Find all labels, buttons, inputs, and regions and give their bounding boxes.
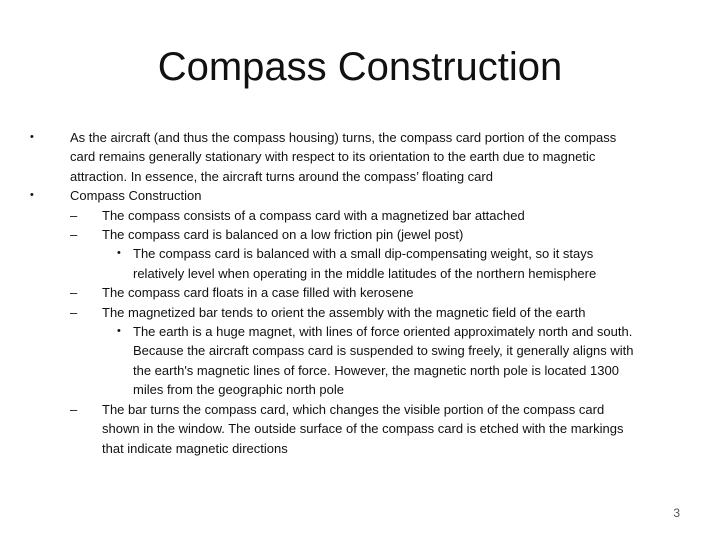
sub-bullet-text: The compass consists of a compass card with a magnetized bar attached — [102, 207, 525, 223]
dash-marker: – — [70, 227, 78, 243]
sub-bullet-text: The compass card floats in a case filled with kerosene — [102, 285, 414, 301]
dash-marker: – — [70, 285, 78, 301]
sub-bullet-item — [30, 206, 640, 225]
bullet-marker: • — [30, 131, 34, 143]
slide-title: Compass Construction — [157, 45, 563, 89]
bullet-item — [30, 186, 640, 205]
sub-bullet-item — [30, 303, 640, 322]
sub-bullet-text: The magnetized bar tends to orient the assembly with the magnetic field of the earth — [102, 304, 586, 320]
slide-body — [30, 128, 640, 458]
sub-sub-bullet-text: The earth is a huge magnet, with lines of force oriented approximately north and south. Because the aircraft compass card is suspended to swing freely, it generally aligns with the earth's magnetic lines of force. However, the magnetic north pole is located 1300 miles from the geographic north pole — [133, 324, 634, 398]
bullet-item — [30, 128, 640, 186]
sub-sub-bullet-text: The compass card is balanced with a small dip-compensating weight, so it stays relatively level when operating in the middle latitudes of the northern hemisphere — [133, 246, 597, 281]
bullet-marker: • — [30, 189, 34, 202]
bullet-text: As the aircraft (and thus the compass housing) turns, the compass card portion of the compass card remains generally stationary with respect to its orientation to the earth due to magnetic attraction. In essence, the aircraft turns around the compass’ floating card — [70, 130, 617, 184]
dash-marker: – — [70, 304, 78, 320]
sub-bullet-item — [30, 225, 640, 244]
bullet-marker: • — [117, 247, 121, 260]
dash-marker: – — [70, 401, 78, 417]
bullet-marker: • — [117, 325, 121, 338]
sub-bullet-item — [30, 400, 640, 458]
sub-bullet-text: The bar turns the compass card, which changes the visible portion of the compass card shown in the window. The outside surface of the compass card is etched with the markings that indicate magnetic directions — [102, 401, 624, 456]
dash-marker: – — [70, 207, 78, 223]
bullet-text: Compass Construction — [70, 188, 202, 204]
sub-sub-bullet-item — [30, 322, 640, 400]
page-number: 3 — [673, 506, 680, 520]
sub-bullet-text: The compass card is balanced on a low friction pin (jewel post) — [102, 227, 464, 243]
sub-bullet-item — [30, 283, 640, 302]
sub-sub-bullet-item — [30, 244, 640, 283]
